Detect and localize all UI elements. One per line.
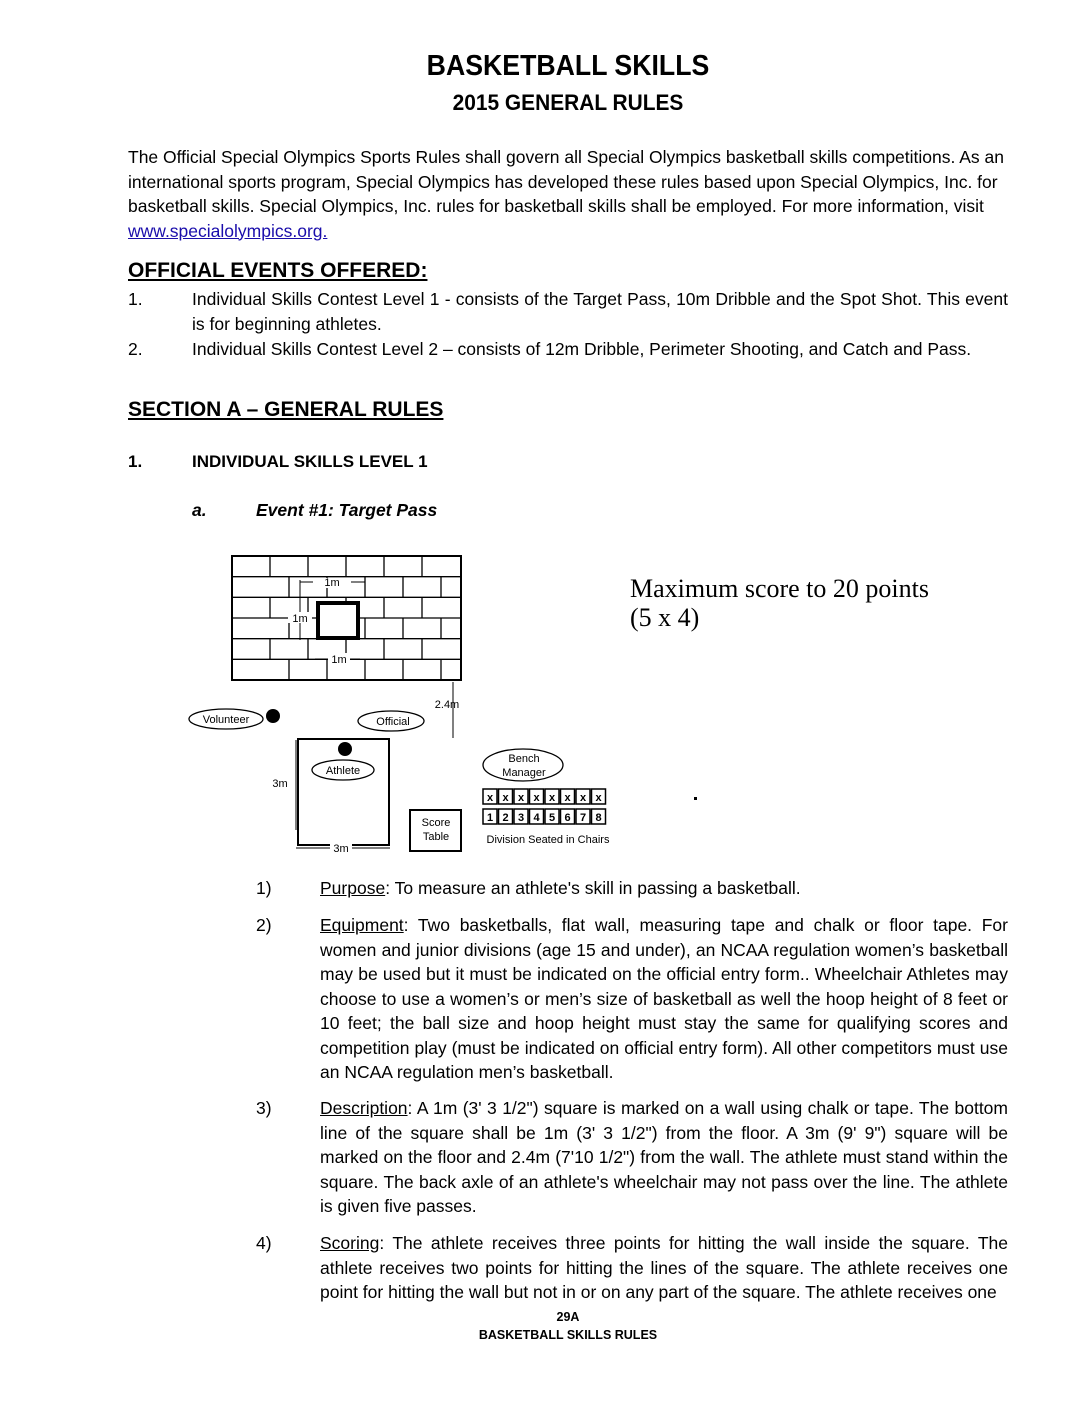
bench-manager-label-1: Bench (508, 753, 540, 765)
rule-1-label: Purpose (320, 878, 386, 898)
chair-number: 5 (548, 812, 556, 824)
footer-page-number: 29A (556, 1310, 580, 1324)
rule-4-number: 4) (256, 1233, 272, 1253)
rule-2-number: 2) (256, 915, 272, 935)
chair-mark: x (595, 792, 602, 804)
section-a-heading: SECTION A – GENERAL RULES (128, 398, 444, 421)
chair-number: 4 (533, 812, 540, 824)
volunteer-dot (266, 709, 280, 723)
chair-mark: x (517, 792, 525, 804)
chair-row (483, 789, 606, 824)
chair-number: 7 (579, 812, 587, 824)
max-score-line-1: Maximum score to 20 points (630, 574, 929, 603)
target-square (318, 603, 358, 638)
rule-2-label: Equipment (320, 915, 404, 935)
event-letter: a. (192, 500, 207, 520)
target-pass-diagram (180, 545, 640, 860)
score-table-label-1: Score (421, 817, 451, 829)
chair-number: 2 (502, 812, 509, 824)
rule-2-body: : Two basketballs, flat wall, measuring tape and chalk or floor tape. For women and junior divisions (age 15 and under), an NCAA regulation women’s basketball may be used but it must be indicated on the official entry form.. Wheelchair Athletes may choose to use a women’s or men’s size of basketball as well the hoop height of 8 feet or 10 feet; the ball size and hoop height must stay the same for qualifying scores and competition play (must be indicated on official entry form). All other competitors must use an NCAA regulation men’s basketball. (320, 915, 1008, 1082)
label-2-4m: 2.4m (434, 699, 460, 711)
rule-4-text (320, 1231, 1008, 1305)
athlete-dot (338, 742, 352, 756)
section-item-number: 1. (128, 452, 143, 471)
chair-number: 3 (517, 812, 525, 824)
chair-number: 6 (564, 812, 571, 824)
event-item-1-number: 1. (128, 289, 143, 309)
rule-4-label: Scoring (320, 1233, 380, 1253)
athlete-label: Athlete (325, 765, 361, 777)
page-title: BASKETBALL SKILLS (426, 50, 710, 82)
chair-mark: x (579, 792, 587, 804)
volunteer-label: Volunteer (202, 714, 250, 726)
chair-mark: x (533, 792, 540, 804)
official-label: Official (376, 716, 410, 728)
bench-manager-label-2: Manager (502, 767, 546, 779)
chair-mark: x (548, 792, 556, 804)
label-1m-left: 1m (292, 613, 308, 625)
footer-title: BASKETBALL SKILLS RULES (478, 1328, 658, 1342)
stray-dot (694, 797, 697, 800)
rule-1-body: : To measure an athlete's skill in passing a basketball. (385, 878, 801, 898)
chair-number: 1 (486, 812, 494, 824)
rule-1-text (320, 876, 1008, 901)
rule-1-number: 1) (256, 878, 272, 898)
event-item-1-text: Individual Skills Contest Level 1 - consists of the Target Pass, 10m Dribble and the Spot Shot. This event is for beginning athletes. (192, 289, 1008, 334)
label-1m-top: 1m (324, 577, 340, 589)
rule-3-body: : A 1m (3' 3 1/2") square is marked on a wall using chalk or tape. The bottom line of the square shall be 1m (3' 3 1/2") from the floor. A 3m (9' 9") square will be marked on the floor and 2.4m (7'10 1/2") from the wall. The athlete must stand within the square. The back axle of an athlete's wheelchair may not pass over the line. The athlete is given five passes. (320, 1098, 1008, 1216)
chair-number: 8 (595, 812, 602, 824)
intro-text: The Official Special Olympics Sports Rules shall govern all Special Olympics basketball skills competitions. As an international sports program, Special Olympics has developed these rules based upon Special Olympics, Inc. for basketball skills. Special Olympics, Inc. rules for basketball skills shall be employed. For more information, visit (128, 147, 1005, 216)
chair-mark: x (502, 792, 509, 804)
label-1m-bottom: 1m (331, 654, 347, 666)
rule-3-label: Description (320, 1098, 408, 1118)
intro-paragraph (128, 145, 1008, 243)
chair-mark: x (486, 792, 494, 804)
score-table-label-2: Table (422, 831, 450, 843)
section-item-title: INDIVIDUAL SKILLS LEVEL 1 (192, 452, 428, 471)
max-score-note (630, 574, 929, 632)
event-title: Event #1: Target Pass (256, 500, 438, 520)
max-score-line-2: (5 x 4) (630, 603, 700, 632)
rule-3-text (320, 1096, 1008, 1219)
events-heading: OFFICIAL EVENTS OFFERED: (128, 259, 428, 282)
rule-3-number: 3) (256, 1098, 272, 1118)
event-item-2-text: Individual Skills Contest Level 2 – consists of 12m Dribble, Perimeter Shooting, and Catch and Pass. (192, 339, 972, 359)
label-3m-side: 3m (272, 778, 288, 790)
chair-mark: x (564, 792, 571, 804)
division-caption: Division Seated in Chairs (486, 834, 610, 846)
event-item-2-number: 2. (128, 339, 143, 359)
label-3m-bottom: 3m (333, 843, 349, 855)
rule-2-text (320, 913, 1008, 1085)
page-subtitle: 2015 GENERAL RULES (452, 90, 684, 115)
rule-4-body: : The athlete receives three points for hitting the wall inside the square. The athlete receives two points for hitting the lines of the square. The athlete receives one point for hitting the wall but not in or on any part of the square. The athlete receives one (320, 1233, 1008, 1302)
website-link[interactable]: www.specialolympics.org. (128, 220, 328, 241)
